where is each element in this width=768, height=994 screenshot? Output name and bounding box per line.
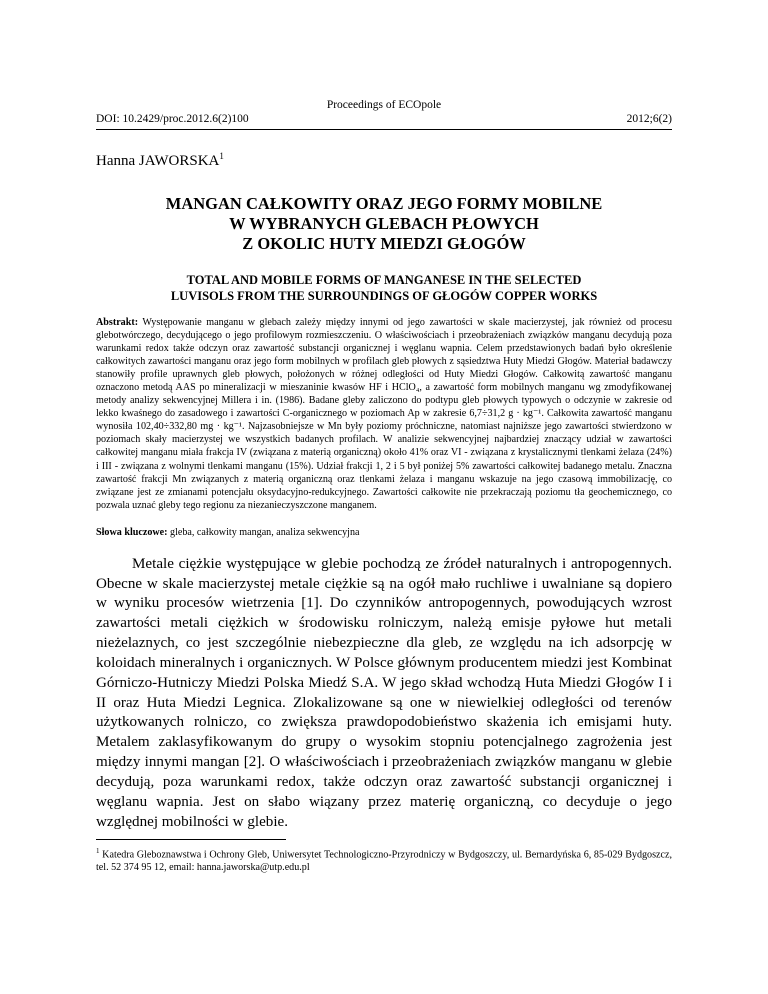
- keywords-text: gleba, całkowity mangan, analiza sekwencyjna: [170, 526, 360, 538]
- title-polish-line-2: W WYBRANYCH GLEBACH PŁOWYCH: [229, 214, 539, 233]
- keywords-label: Słowa kluczowe:: [96, 526, 168, 538]
- volume: 2012;6(2): [626, 113, 672, 125]
- abstract: [96, 316, 672, 512]
- footnote-mark: 1: [96, 846, 100, 855]
- title-polish-line-1: MANGAN CAŁKOWITY ORAZ JEGO FORMY MOBILNE: [165, 194, 603, 213]
- paper-page: [96, 98, 672, 874]
- body-paragraph: Metale ciężkie występujące w glebie pochodzą ze źródeł naturalnych i antropogennych. Obecne w skale macierzystej metale ciężkie są na ogół mało ruchliwe i uwalniane są dopiero w wyniku procesów wietrzenia [1]. Do czynników antropogennych, powodujących wzrost zawartości metali ciężkich w środowisku rolniczym, należą emisje pyłowe hut metali nieżelaznych, co jest szczególnie niebezpieczne dla gleb, ze względu na ich adsorpcję w koloidach mineralnych i organicznych. W Polsce głównym producentem miedzi jest Kombinat Górniczo-Hutniczy Miedzi Polska Miedź S.A. W jego skład wchodzą Huta Miedzi Głogów I i II oraz Huta Miedzi Legnica. Zlokalizowane są one w niewielkiej odległości od terenów użytkowanych rolniczo, co zwiększa prawdopodobieństwo skażenia ich emisjami huty. Metalem zaklasyfikowanym do grupy o wysokim stopniu potencjalnego zagrożenia jest między innymi mangan [2]. O właściwościach i przeobrażeniach związków manganu w glebie decydują, poza warunkami redox, także odczyn oraz zawartość substancji organicznej i węglanu wapnia. Jest on słabo wiązany przez materię organiczną, co decyduje o jego względnej mobilności w glebie.: [96, 555, 672, 830]
- author: [96, 147, 672, 170]
- doi: DOI: 10.2429/proc.2012.6(2)100: [96, 113, 249, 125]
- header-row: [96, 112, 672, 130]
- footnote-divider: [96, 839, 286, 840]
- title-english-line-1: TOTAL AND MOBILE FORMS OF MANGANESE IN THE SELECTED: [186, 273, 582, 287]
- abstract-label: Abstrakt:: [96, 317, 139, 328]
- title-polish-line-3: Z OKOLIC HUTY MIEDZI GŁOGÓW: [242, 234, 526, 253]
- title-polish: [96, 194, 672, 254]
- abstract-text: Występowanie manganu w glebach zależy między innymi od jego zawartości w skale macierzystej, jak również od procesu glebotwórczego, decydującego o jego profilowym rozmieszczeniu. O właściwościach i przeobrażeniach związków manganu decydują poza warunkami redox także odczyn oraz zawartość substancji organicznej i węglanu wapnia. Celem przedstawionych badań było określenie całkowitych zawartości manganu oraz jego form mobilnych w profilach gleb płowych z sąsiedztwa Huty Miedzi Głogów. Materiał badawczy stanowiły profile uprawnych gleb płowych, położonych w różnej odległości od Huty Miedzi Głogów. Całkowitą zawartość manganu oznaczono metodą AAS po mineralizacji w mieszaninie kwasów HF i HClO₄, a zawartość form mobilnych manganu wg zmodyfikowanej metody analizy sekwencyjnej Millera i in. (1986). Badane gleby zaliczono do podtypu gleb płowych typowych o odczynie w zakresie od lekko kwaśnego do zasadowego i zawartości C-organicznego w poziomach Ap w zakresie 6,7÷31,2 g · kg⁻¹. Całkowita zawartość manganu wynosiła 102,40÷332,80 mg · kg⁻¹. Najzasobniejsze w Mn były poziomy próchniczne, natomiast najniższe jego zawartości stwierdzono w poziomach skały macierzystej we wszystkich badanych profilach. W analizie sekwencyjnej najbardziej znaczący udział w zawartości całkowitej manganu miała frakcja IV (związana z materią organiczną) około 41% oraz VI - związana z krystalicznymi tlenkami żelaza (24%) i III - związana z wolnymi tlenkami manganu (15%). Udział frakcji 1, 2 i 5 był poniżej 5% zawartości całkowitej badanego metalu. Znaczna zawartość frakcji Mn związanych z materią organiczną oraz tlenkami żelaza i manganu wskazuje na jego czasową immobilizację, co związane jest ze zmianami potencjału oksydacyjno-redukcyjnego. Zawartości całkowite nie przekraczają poziomu tła geochemicznego, co pozwala uznać gleby tego regionu za niezanieczyszczone manganem.: [96, 317, 673, 511]
- footnote-text: Katedra Gleboznawstwa i Ochrony Gleb, Uniwersytet Technologiczno-Przyrodniczy w Bydgoszczy, ul. Bernardyńska 6, 85-029 Bydgoszcz, tel. 52 374 95 12, email: hanna.jaworska@utp.edu.pl: [96, 848, 672, 873]
- author-affiliation-mark: 1: [219, 151, 224, 161]
- title-english-line-2: LUVISOLS FROM THE SURROUNDINGS OF GŁOGÓW COPPER WORKS: [170, 288, 598, 303]
- footnote: [96, 845, 672, 874]
- author-name: Hanna JAWORSKA: [96, 153, 220, 169]
- journal-name: Proceedings of ECOpole: [326, 99, 442, 111]
- keywords: [96, 526, 672, 539]
- title-english: [96, 273, 672, 304]
